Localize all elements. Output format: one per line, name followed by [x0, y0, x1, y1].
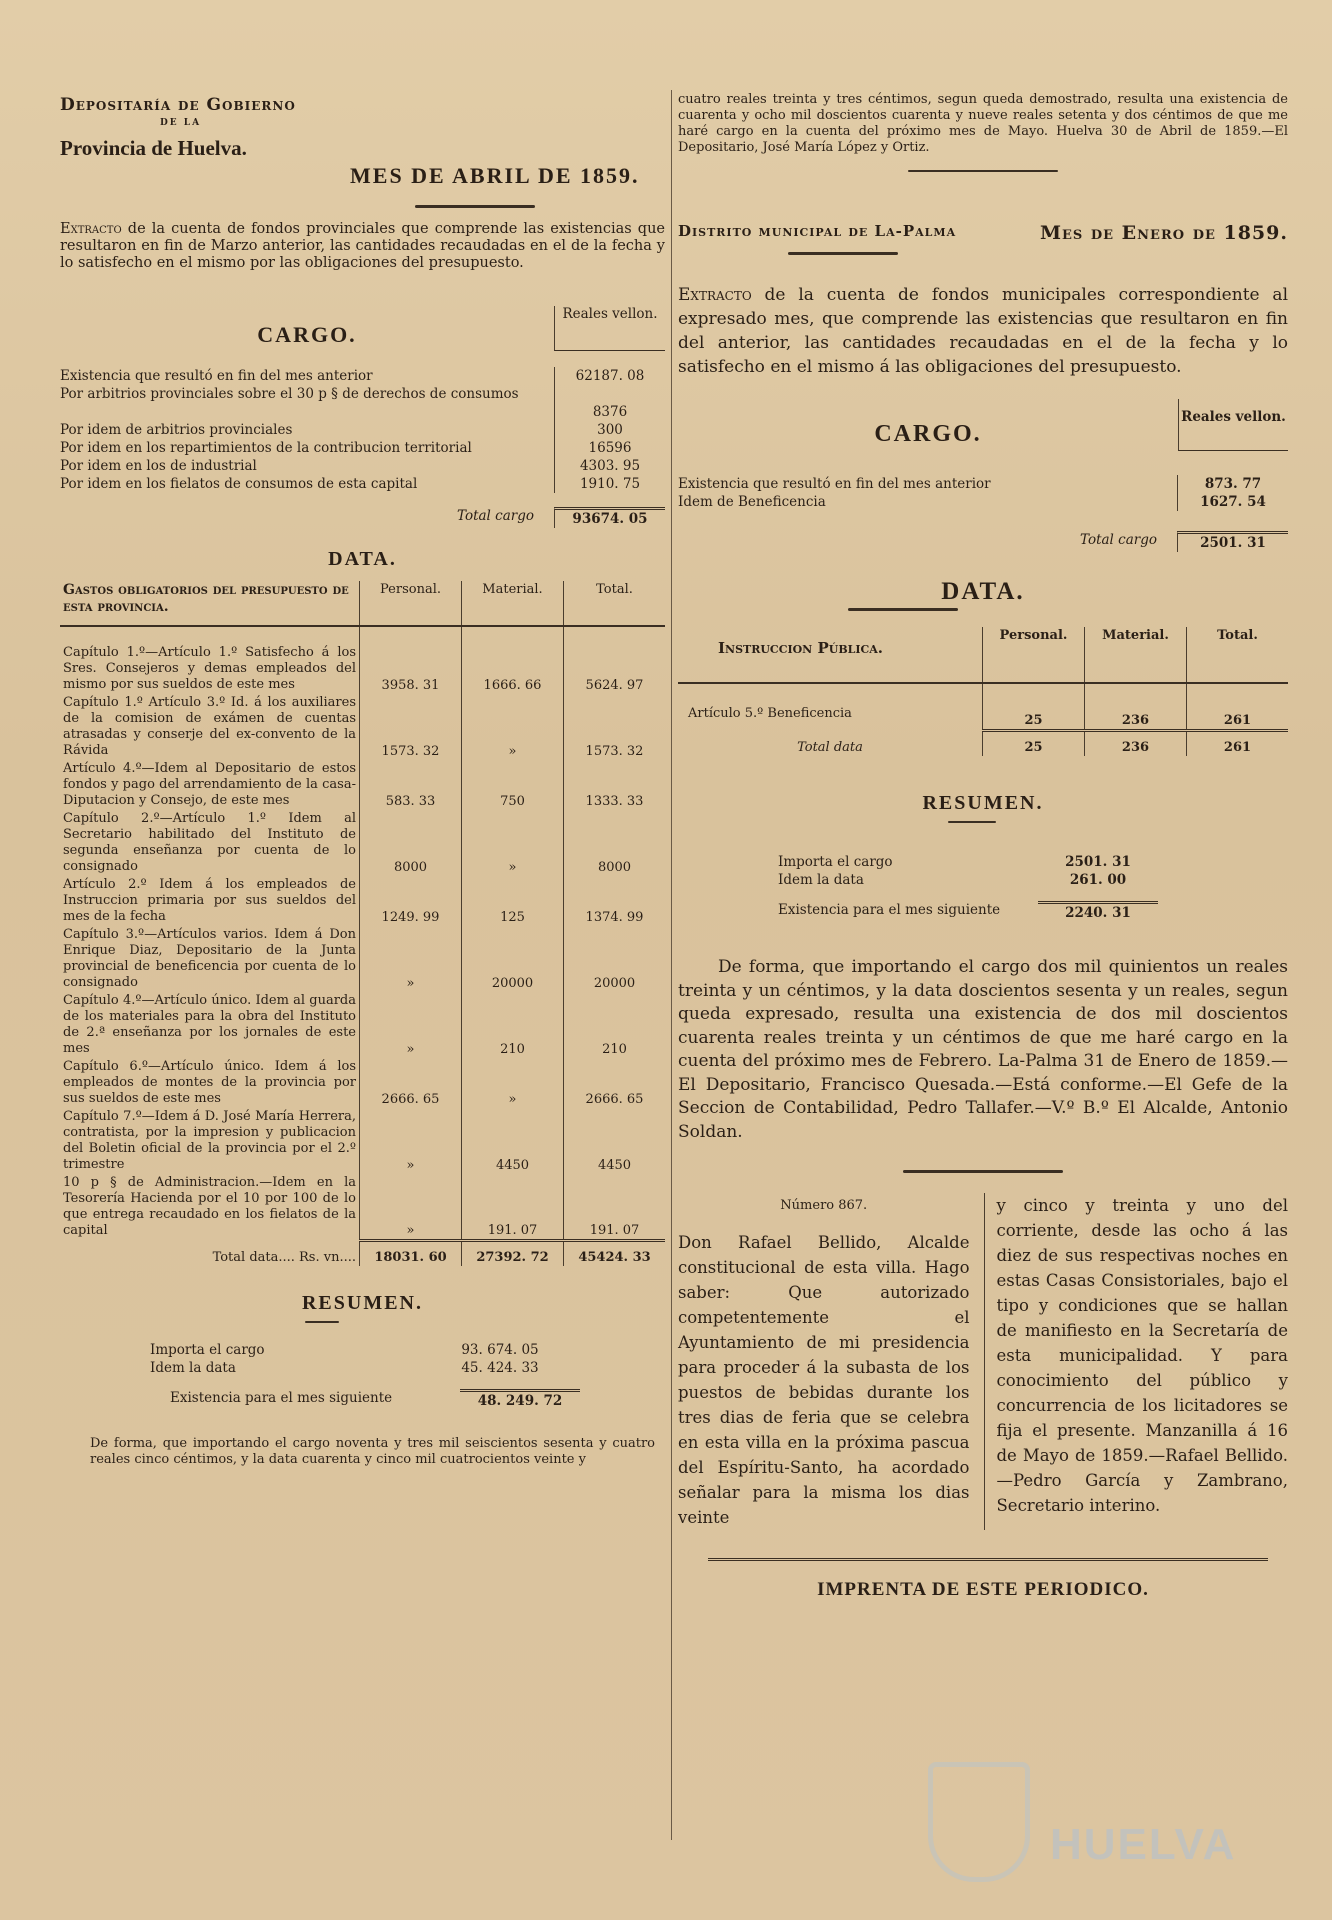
notice-col-2: y cinco y treinta y uno del corriente, desde las ocho á las diez de sus respectivas noches en estas Casas Consistoriales, bajo el tipo y condiciones que se hallan de manifiesto en la Secretaría de esta municipalidad. Y para conocimiento del público y concurrencia de los licitadores se fija el presente. Manzanilla á 16 de Mayo de 1859.—Rafael Bellido.—Pedro García y Zambrano, Secretario interino. [984, 1193, 1289, 1530]
table-row: Artículo 4.º—Idem al Depositario de estos fondos y pago del arrendamiento de la casa-Diputacion y Consejo, de este mes 583. 33 750 1333. 33 [60, 760, 665, 810]
resumen-row: Idem la data 45. 424. 33 [150, 1360, 539, 1376]
district-header [678, 222, 1288, 244]
data-title: DATA. [328, 548, 397, 570]
col-material: Material. [1085, 627, 1187, 683]
data-head: Instruccion Pública. [678, 627, 983, 683]
watermark-shield-icon [928, 1762, 1030, 1882]
notice [678, 1193, 1288, 1530]
resumen-exist: Existencia para el mes siguiente 48. 249. 72 [170, 1389, 665, 1410]
table-row: Capítulo 1.º Artículo 3.º Id. á los auxiliares de la comision de exámen de cuentas atrasadas y conserje del ex-convento de la Rávida 1573. 32 » 1573. 32 [60, 694, 665, 760]
ornament-rule [903, 1170, 1063, 1173]
resumen [778, 853, 1288, 922]
cargo-title: CARGO. [874, 421, 982, 447]
imprenta-line: IMPRENTA DE ESTE PERIODICO. [817, 1579, 1149, 1600]
cargo-col-header: Reales vellon. [554, 306, 665, 351]
header-province: Provincia de Huelva. [60, 136, 247, 160]
ornament-rule [948, 821, 996, 823]
header-month: MES DE ABRIL DE 1859. [350, 163, 640, 188]
district-month: Mes de Enero de 1859. [1039, 222, 1288, 244]
resumen-title: RESUMEN. [301, 1292, 423, 1314]
intro-text: de la cuenta de fondos provinciales que comprende las existencias que resultaron en fin de Marzo anterior, las cantidades recaudadas en el de la fecha y lo satisfecho en el mismo por las obligaciones del presupuesto. [60, 221, 666, 271]
resumen-row: Importa el cargo 2501. 31 [778, 854, 1131, 870]
data-total-row: Total data 25 236 261 [678, 730, 1288, 756]
col-personal: Personal. [360, 581, 462, 626]
left-header [60, 95, 665, 195]
column-divider [671, 90, 672, 1840]
notice-col-1 [678, 1193, 970, 1530]
data-header-row [60, 581, 665, 626]
data-total-row: Total data.... Rs. vn.... 18031. 60 27392. 72 45424. 33 [60, 1240, 665, 1266]
table-row: Capítulo 3.º—Artículos varios. Idem á Don Enrique Diaz, Depositario de la Junta provincial de beneficencia por cuenta de lo consignado » 20000 20000 [60, 926, 665, 992]
notice-text-1: Don Rafael Bellido, Alcalde constitucional de esta villa. Hago saber: Que autorizado competentemente el Ayuntamiento de mi presidencia para proceder á la subasta de los puestos de bebidas durante los tres dias de feria que se celebra en esta villa en la próxima pascua del Espíritu-Santo, ha acordado señalar para la misma los dias veinte [678, 1233, 970, 1527]
table-row: Artículo 5.º Beneficencia 25 236 261 [678, 683, 1288, 730]
data-head: Gastos obligatorios del presupuesto de esta provincia. [60, 581, 360, 626]
left-intro [60, 221, 665, 272]
table-row: Capítulo 1.º—Artículo 1.º Satisfecho á los Sres. Consejeros y demas empleados del mismo por sus sueldos de este mes 3958. 31 1666. 66 5624. 97 [60, 626, 665, 694]
cargo-title: CARGO. [257, 322, 357, 347]
col-material: Material. [462, 581, 564, 626]
cargo-header [60, 306, 665, 351]
footer [678, 1558, 1288, 1601]
cargo-header [678, 399, 1288, 451]
data-table [678, 627, 1288, 756]
cargo-row: Por idem de arbitrios provinciales 300 [60, 421, 665, 439]
ornament-rule [848, 608, 958, 611]
cargo-row: Por arbitrios provinciales sobre el 30 p § de derechos de consumos 8376 [60, 385, 665, 421]
resumen [150, 1341, 665, 1410]
table-row: 10 p § de Administracion.—Idem en la Tesorería Hacienda por el 10 por 100 de lo que entrega recaudado en los fielatos de la capital » 191. 07 191. 07 [60, 1174, 665, 1240]
cargo-total: Total cargo 93674. 05 [60, 507, 665, 528]
watermark-text: HUELVA [1050, 1820, 1237, 1869]
data-title: DATA. [941, 578, 1025, 605]
left-column [60, 95, 665, 1468]
cargo-rows [60, 367, 665, 493]
table-row: Capítulo 4.º—Artículo único. Idem al guarda de los materiales para la obra del Instituto de 2.ª enseñanza por los jornales de este mes » 210 210 [60, 992, 665, 1058]
data-table [60, 581, 665, 1266]
col-personal: Personal. [983, 627, 1085, 683]
cargo-row: Existencia que resultó en fin del mes anterior 873. 77 [678, 475, 1288, 493]
cargo-total: Total cargo 2501. 31 [678, 531, 1288, 552]
resumen-row: Importa el cargo 93. 674. 05 [150, 1342, 539, 1358]
intro-lead: Extracto [60, 221, 122, 237]
cargo-row: Por idem en los de industrial 4303. 95 [60, 457, 665, 475]
header-office: Depositaría de Gobierno [60, 95, 296, 115]
cargo-row: Por idem en los repartimientos de la contribucion territorial 16596 [60, 439, 665, 457]
footer-rule [708, 1558, 1268, 1561]
cargo-row: Idem de Beneficencia 1627. 54 [678, 493, 1288, 511]
data-header-row [678, 627, 1288, 683]
continuation-text: cuatro reales treinta y tres céntimos, segun queda demostrado, resulta una existencia de cuarenta y ocho mil doscientos cuarenta y nueve reales setenta y dos céntimos de que me haré cargo en la cuenta del próximo mes de Mayo. Huelva 30 de Abril de 1859.—El Depositario, José María López y Ortiz. [678, 92, 1288, 155]
left-closing: De forma, que importando el cargo noventa y tres mil seiscientos sesenta y cuatro reales cinco céntimos, y la data cuarenta y cinco mil cuatrocientos veinte y [90, 1436, 655, 1467]
table-row: Capítulo 7.º—Idem á D. José María Herrera, contratista, por la impresion y publicacion del Boletin oficial de la provincia por el 2.º trimestre » 4450 4450 [60, 1108, 665, 1174]
table-row: Artículo 2.º Idem á los empleados de Instruccion primaria por sus sueldos del mes de la fecha 1249. 99 125 1374. 99 [60, 876, 665, 926]
cargo-rows [678, 475, 1288, 511]
right-intro [678, 283, 1288, 379]
intro-text: de la cuenta de fondos municipales correspondiente al expresado mes, que comprende las existencias que resultaron en fin del anterior, las cantidades recaudadas en el de la fecha y lo satisfecho en el mismo á las obligaciones del presupuesto. [678, 285, 1289, 377]
resumen-exist: Existencia para el mes siguiente 2240. 31 [778, 901, 1288, 922]
header-de-la: DE LA [160, 118, 202, 128]
col-total: Total. [564, 581, 666, 626]
ornament-rule [788, 252, 898, 255]
ornament-rule [908, 170, 1058, 172]
resumen-title: RESUMEN. [922, 792, 1044, 814]
cargo-col-header: Reales vellon. [1178, 399, 1288, 451]
notice-number: Número 867. [780, 1198, 868, 1213]
table-row: Capítulo 2.º—Artículo 1.º Idem al Secretario habilitado del Instituto de segunda enseñanza por cuenta de lo consignado 8000 » 8000 [60, 810, 665, 876]
cargo-row: Existencia que resultó en fin del mes anterior 62187. 08 [60, 367, 665, 385]
col-total: Total. [1187, 627, 1289, 683]
right-column [678, 92, 1288, 1601]
district-name: Distrito municipal de La-Palma [678, 222, 957, 240]
intro-lead: Extracto [678, 285, 752, 305]
right-closing: De forma, que importando el cargo dos mil quinientos un reales treinta y un céntimos, y la data doscientos sesenta y un reales, segun queda expresado, resulta una existencia de dos mil doscientos cuarenta reales treinta y un céntimos de que me haré cargo en la cuenta del próximo mes de Febrero. La-Palma 31 de Enero de 1859.—El Depositario, Francisco Quesada.—Está conforme.—El Gefe de la Seccion de Contabilidad, Pedro Tallafer.—V.º B.º El Alcalde, Antonio Soldan. [678, 957, 1288, 1142]
table-row: Capítulo 6.º—Artículo único. Idem á los empleados de montes de la provincia por sus sueldos de este mes 2666. 65 » 2666. 65 [60, 1058, 665, 1108]
resumen-row: Idem la data 261. 00 [778, 872, 1127, 888]
cargo-row: Por idem en los fielatos de consumos de esta capital 1910. 75 [60, 475, 665, 493]
ornament-rule [415, 205, 535, 208]
ornament-rule [305, 1321, 339, 1323]
